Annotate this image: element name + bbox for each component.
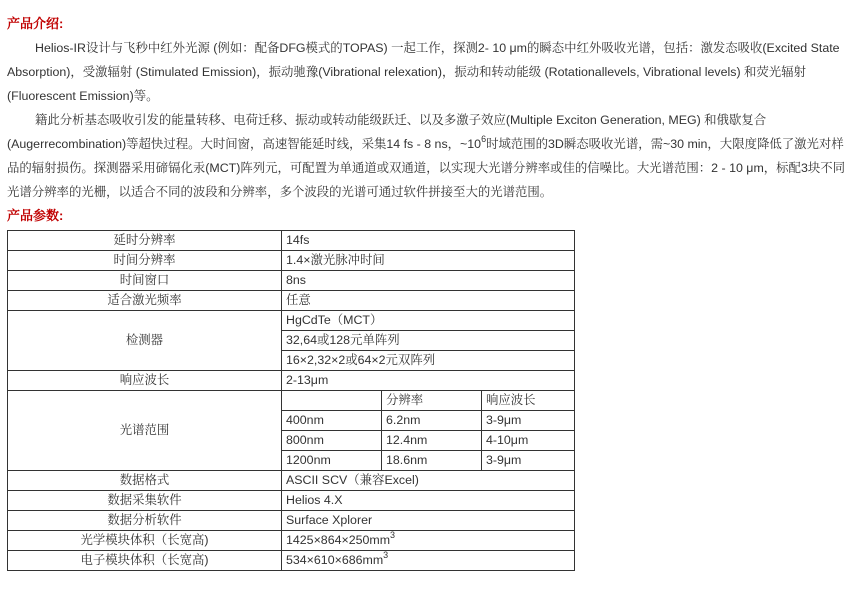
- table-row: [8, 311, 575, 331]
- spectral-cell: 3-9μm: [482, 451, 575, 471]
- table-row: [8, 531, 575, 551]
- table-row: [8, 391, 575, 411]
- superscript: 3: [383, 549, 389, 560]
- param-label: 数据格式: [8, 471, 282, 491]
- param-value: $534\times 610\times 686mm^3$: [282, 551, 575, 571]
- spectral-cell: 1200nm: [282, 451, 382, 471]
- params-heading: 产品参数:: [7, 208, 64, 223]
- param-label: 延时分辨率: [8, 231, 282, 251]
- table-row: [8, 371, 575, 391]
- param-value: 16×2,32×2或64×2元双阵列: [282, 351, 575, 371]
- table-row: [8, 251, 575, 271]
- param-label: 电子模块体积（长宽高): [8, 551, 282, 571]
- table-row: [8, 291, 575, 311]
- param-value: 任意: [282, 291, 575, 311]
- superscript: 6: [481, 133, 487, 144]
- param-label: 数据采集软件: [8, 491, 282, 511]
- param-label: 响应波长: [8, 371, 282, 391]
- param-label: 检测器: [8, 311, 282, 371]
- param-value: 32,64或128元单阵列: [282, 331, 575, 351]
- spectral-cell: 6.2nm: [382, 411, 482, 431]
- intro-heading: 产品介绍:: [7, 16, 64, 31]
- intro-paragraph-2: 籍此分析基态吸收引发的能量转移、电荷迁移、振动或转动能级跃迁、以及多激子效应(Multiple Exciton Generation, MEG) 和俄歇复合(Augerrecombination)等超快过程。大时间窗，高速智能延时线，采集14 fs - 8 ns，$\sim 10^6$时域范围的3D瞬态吸收光谱，需~30 min，大限度降低了激光对样品的辐射损伤。探测器采用碲镉化汞(MCT)阵列元，可配置为单通道或双通道，以实现大光谱分辨率或佳的信噪比。大光谱范围：2 - 10 μm，标配3块不同光谱分辨率的光栅，以适合不同的波段和分辨率，多个波段的光谱可通过软件拼接至大的光谱范围。: [7, 113, 846, 199]
- param-label: 时间窗口: [8, 271, 282, 291]
- param-value: 8ns: [282, 271, 575, 291]
- param-label: 光谱范围: [8, 391, 282, 471]
- param-label: 数据分析软件: [8, 511, 282, 531]
- param-label: 时间分辨率: [8, 251, 282, 271]
- spectral-cell: 400nm: [282, 411, 382, 431]
- spectral-cell: 18.6nm: [382, 451, 482, 471]
- param-label: 光学模块体积（长宽高): [8, 531, 282, 551]
- spectral-cell: 12.4nm: [382, 431, 482, 451]
- spectral-cell: 800nm: [282, 431, 382, 451]
- spectral-header-cell: 分辨率: [382, 391, 482, 411]
- param-value: 14fs: [282, 231, 575, 251]
- table-row: [8, 231, 575, 251]
- table-row: [8, 511, 575, 531]
- intro-paragraph-1: Helios-IR设计与飞秒中红外光源 (例如：配备DFG模式的TOPAS) 一起工作，探测2- 10 μm的瞬态中红外吸收光谱，包括：激发态吸收(Excited State Absorption)，受激辐射 (Stimulated Emission)，振动驰豫(Vibrational relexation)，振动和转动能级 (Rotationallevels, Vibrational levels) 和荧光辐射(Fluorescent Emission)等。: [7, 41, 840, 103]
- product-page: [7, 0, 852, 571]
- spectral-cell: 4-10μm: [482, 431, 575, 451]
- param-value: Helios 4.X: [282, 491, 575, 511]
- params-table: [7, 230, 575, 571]
- table-row: [8, 271, 575, 291]
- superscript: 3: [390, 529, 396, 540]
- param-value: HgCdTe（MCT）: [282, 311, 575, 331]
- param-label: 适合激光频率: [8, 291, 282, 311]
- spectral-header-cell: 响应波长: [482, 391, 575, 411]
- spectral-cell: 3-9μm: [482, 411, 575, 431]
- table-row: [8, 491, 575, 511]
- table-row: [8, 551, 575, 571]
- param-value: ASCII SCV（兼容Excel): [282, 471, 575, 491]
- param-value: 1.4×激光脉冲时间: [282, 251, 575, 271]
- param-value: Surface Xplorer: [282, 511, 575, 531]
- table-row: [8, 471, 575, 491]
- param-value: 2-13μm: [282, 371, 575, 391]
- spectral-header-cell: [282, 391, 382, 411]
- param-value: $1425\times 864\times 250mm^3$: [282, 531, 575, 551]
